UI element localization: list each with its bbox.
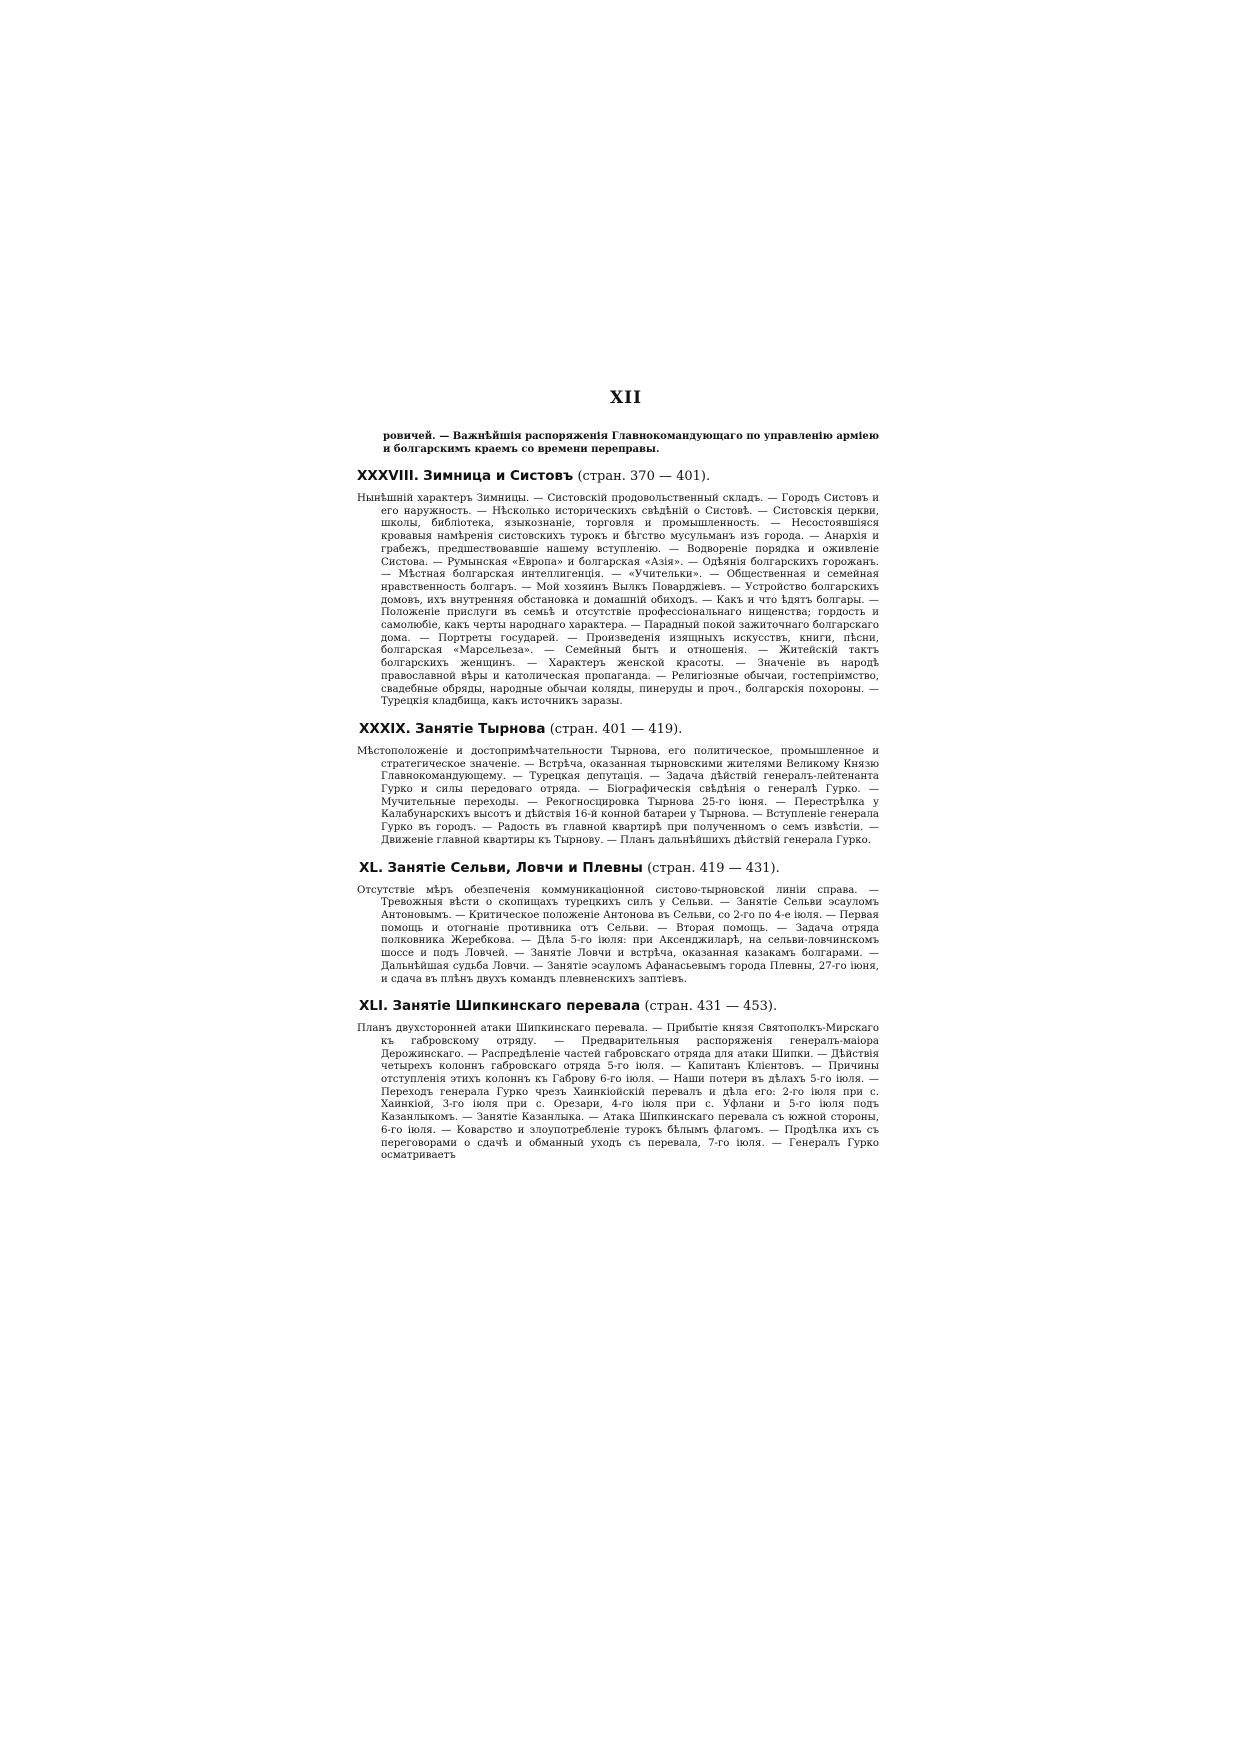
chapter-number: XXXVIII. [357, 468, 419, 484]
chapter-xl [357, 860, 879, 987]
chapter-pages: (стран. 419 — 431). [647, 860, 780, 876]
chapter-summary: Отсутствіе мѣръ обезпеченія коммуникаціонной систово-тырновской линіи справа. — Тревожныя вѣсти о скопищахъ турецкихъ силъ у Сельви. — Занятіе Сельви эсауломъ Антоновымъ. — Критическое положеніе Антонова въ Сельви, со 2-го по 4-е іюля. — Первая помощь и отогнаніе противника отъ Сельви. — Вторая помощь. — Задача отряда полковника Жеребкова. — Дѣла 5-го іюля: при Аксенджиларѣ, на сельви-ловчинскомъ шоссе и подъ Ловчей. — Занятіе Ловчи и встрѣча, оказанная казакамъ болгарами. — Дальнѣйшая судьба Ловчи. — Занятіе эсауломъ Афанасьевымъ города Плевны, 27-го іюня, и сдача въ плѣнъ двухъ командъ плевненскихъ заптіевъ. [357, 884, 879, 985]
chapter-title: Занятіе Тырнова [415, 720, 546, 737]
chapter-pages: (стран. 401 — 419). [549, 721, 683, 737]
chapter-heading [359, 998, 879, 1015]
chapter-title: Зимница и Систовъ [423, 468, 574, 484]
chapter-title: Занятіе Шипкинскаго перевала [392, 998, 641, 1015]
chapter-pages: (стран. 431 — 453). [644, 999, 778, 1015]
chapter-number: XXXIX. [359, 720, 411, 737]
continued-text: ровичей. — Важнѣйшія распоряженія Главнокомандующаго по управленію арміею и болгарскимъ краемъ со времени переправы. [383, 431, 879, 455]
chapter-xxxviii [357, 468, 879, 709]
chapter-heading [357, 468, 879, 485]
chapter-summary: Нынѣшній характеръ Зимницы. — Систовскій продовольственный складъ. — Городъ Систовъ и его наружность. — Нѣсколько историческихъ свѣдѣній о Систовѣ. — Систовскія церкви, школы, библіотека, языкознаніе, торговля и промышленность. — Несостоявшіяся кровавыя намѣренія систовскихъ турокъ и бѣгство мусульманъ изъ города. — Анархія и грабежъ, предшествовавшіе нашему вступленію. — Водвореніе порядка и оживленіе Систова. — Румынская «Европа» и болгарская «Азія». — Одѣянія болгарскихъ горожанъ. — Мѣстная болгарская интеллигенція. — «Учительки». — Общественная и семейная нравственность болгаръ. — Мой хозяинъ Вылкъ Поварджіевъ. — Устройство болгарскихъ домовъ, ихъ внутренняя обстановка и домашній обиходъ. — Какъ и что ѣдятъ болгары. — Положеніе прислуги въ семьѣ и отсутствіе профессіональнаго нищенства; гордость и самолюбіе, какъ черты народнаго характера. — Парадный покой зажиточнаго болгарскаго дома. — Портреты государей. — Произведенія изящныхъ искусствъ, книги, пѣсни, болгарская «Марсельеза». — Семейный бытъ и отношенія. — Житейскій тактъ болгарскихъ женщинъ. — Характеръ женской красоты. — Значеніе въ народѣ православной вѣры и католическая пропаганда. — Религіозные обычаи, гостепріимство, свадебные обряды, народные обычаи коляды, пинеруды и проч., болгарскія похороны. — Турецкія кладбища, какъ источникъ заразы. [357, 493, 879, 708]
chapter-summary: Планъ двухсторонней атаки Шипкинскаго перевала. — Прибытіе князя Святополкъ-Мирскаго къ габровскому отряду. — Предварительныя распоряженія генералъ-маіора Дерожинскаго. — Распредѣленіе частей габровскаго отряда для атаки Шипки. — Дѣйствія четырехъ колоннъ габровскаго отряда 5-го іюля. — Капитанъ Клієнтовъ. — Причины отступленія этихъ колоннъ къ Габрову 6-го іюля. — Наши потери въ дѣлахъ 5-го іюля. — Переходъ генерала Гурко чрезъ Хаинкіойскій перевалъ и дѣла его: 2-го іюля при с. Хаинкіой, 3-го іюля при с. Орезари, 4-го іюля при с. Уфлани и 5-го іюля подъ Казанлыкомъ. — Занятіе Казанлыка. — Атака Шипкинскаго перевала съ южной стороны, 6-го іюля. — Коварство и злоупотребленіе турокъ бѣлымъ флагомъ. — Продѣлка ихъ съ переговорами о сдачѣ и обманный уходъ съ перевала, 7-го іюля. — Генералъ Гурко осматриваетъ [357, 1023, 879, 1162]
page-number: XII [609, 388, 643, 408]
chapter-number: XLI. [359, 998, 389, 1015]
chapter-xli [357, 998, 879, 1163]
chapter-number: XL. [359, 859, 384, 876]
chapter-heading [359, 721, 879, 738]
chapter-xxxix [357, 721, 879, 848]
chapter-title: Занятіе Сельви, Ловчи и Плевны [387, 859, 643, 876]
chapter-heading [359, 860, 879, 877]
chapter-summary: Мѣстоположеніе и достопримѣчательности Тырнова, его политическое, промышленное и стратегическое значеніе. — Встрѣча, оказанная тырновскими жителями Великому Князю Главнокомандующему. — Турецкая депутація. — Задача дѣйствій генералъ-лейтенанта Гурко и силы передоваго отряда. — Біографическія свѣдѣнія о генералѣ Гурко. — Мучительные переходы. — Рекогносцировка Тырнова 25-го іюня. — Перестрѣлка у Калабунарскихъ высотъ и дѣйствія 16-й конной батареи у Тырнова. — Вступленіе генерала Гурко въ городъ. — Радость въ главной квартирѣ при полученномъ о семъ извѣстіи. — Движеніе главной квартиры къ Тырнову. — Планъ дальнѣйшихъ дѣйствій генерала Гурко. [357, 745, 879, 846]
chapter-pages: (стран. 370 — 401). [577, 469, 711, 484]
table-of-contents [357, 430, 879, 1163]
